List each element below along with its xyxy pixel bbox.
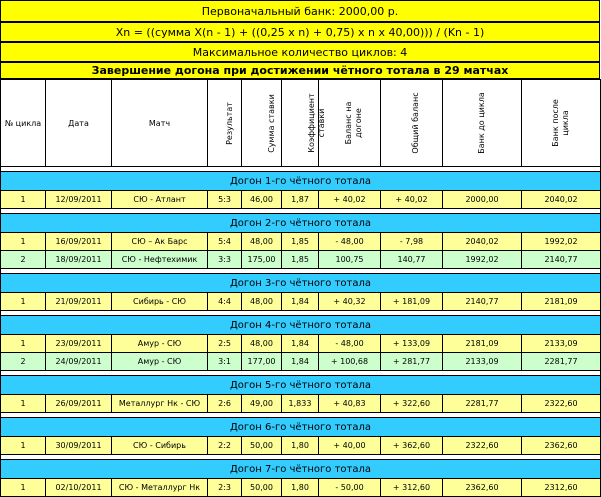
cycle-cell: 1 (1, 395, 46, 413)
col-cycle-header: № цикла (1, 80, 46, 167)
table-row (1, 395, 601, 413)
col-date-header: Дата (46, 80, 112, 167)
date-cell: 24/09/2011 (46, 353, 112, 371)
result-cell: 2:6 (208, 395, 242, 413)
bank-after-cell: 2312,60 (522, 479, 601, 497)
odds-cell: 1,80 (282, 437, 319, 455)
chase-balance-cell: - 50,00 (319, 479, 381, 497)
table-row (1, 191, 601, 209)
total-balance-cell: 140,77 (381, 251, 443, 269)
bank-after-cell: 2362,60 (522, 437, 601, 455)
section-header-row (1, 274, 601, 293)
bank-before-cell: 2362,60 (443, 479, 522, 497)
bank-before-cell: 2181,09 (443, 335, 522, 353)
date-cell: 02/10/2011 (46, 479, 112, 497)
result-cell: 2:5 (208, 335, 242, 353)
bank-before-cell: 2133,09 (443, 353, 522, 371)
table-row (1, 293, 601, 311)
bank-before-cell: 2000,00 (443, 191, 522, 209)
max-cycles-banner: Максимальное количество циклов: 4 (0, 42, 600, 62)
chase-balance-cell: + 40,83 (319, 395, 381, 413)
col-chase-balance-header: Баланс на догоне (319, 80, 381, 167)
date-cell: 12/09/2011 (46, 191, 112, 209)
bank-after-cell: 1992,02 (522, 233, 601, 251)
date-cell: 21/09/2011 (46, 293, 112, 311)
col-bank-after-header: Банк после цикла (522, 80, 601, 167)
stake-cell: 48,00 (242, 233, 282, 251)
stake-cell: 50,00 (242, 437, 282, 455)
date-cell: 23/09/2011 (46, 335, 112, 353)
col-total-balance-header: Общий баланс (381, 80, 443, 167)
cycle-cell: 2 (1, 353, 46, 371)
match-cell: Металлург Нк - СЮ (112, 395, 208, 413)
total-balance-cell: + 322,60 (381, 395, 443, 413)
bank-after-cell: 2133,09 (522, 335, 601, 353)
section-header-row (1, 316, 601, 335)
match-cell: СЮ - Сибирь (112, 437, 208, 455)
section-title: Догон 4-го чётного тотала (1, 316, 601, 335)
section-header-row (1, 376, 601, 395)
cycle-cell: 1 (1, 335, 46, 353)
total-balance-cell: - 7,98 (381, 233, 443, 251)
chase-balance-cell: + 40,02 (319, 191, 381, 209)
formula-banner: Xn = ((сумма X(n - 1) + ((0,25 x n) + 0,75) x n x 40,00))) / (Kn - 1) (0, 22, 600, 42)
bank-before-cell: 2040,02 (443, 233, 522, 251)
match-cell: СЮ – Ак Барс (112, 233, 208, 251)
col-odds-header: Коэффициент ставки (282, 80, 319, 167)
total-balance-cell: + 133,09 (381, 335, 443, 353)
cycle-cell: 1 (1, 293, 46, 311)
result-cell: 5:4 (208, 233, 242, 251)
date-cell: 30/09/2011 (46, 437, 112, 455)
cycle-cell: 1 (1, 233, 46, 251)
table-row (1, 353, 601, 371)
odds-cell: 1,85 (282, 233, 319, 251)
section-title: Догон 7-го чётного тотала (1, 460, 601, 479)
stake-cell: 48,00 (242, 293, 282, 311)
bank-before-cell: 2140,77 (443, 293, 522, 311)
odds-cell: 1,85 (282, 251, 319, 269)
cycle-cell: 1 (1, 437, 46, 455)
bank-before-cell: 1992,02 (443, 251, 522, 269)
bank-after-cell: 2322,60 (522, 395, 601, 413)
odds-cell: 1,84 (282, 293, 319, 311)
match-cell: Амур - СЮ (112, 353, 208, 371)
col-bank-before-header: Банк до цикла (443, 80, 522, 167)
initial-bank-banner: Первоначальный банк: 2000,00 р. (0, 0, 600, 22)
bank-before-cell: 2281,77 (443, 395, 522, 413)
table-row (1, 251, 601, 269)
bank-after-cell: 2281,77 (522, 353, 601, 371)
cycle-cell: 1 (1, 479, 46, 497)
total-balance-cell: + 362,60 (381, 437, 443, 455)
odds-cell: 1,84 (282, 335, 319, 353)
date-cell: 26/09/2011 (46, 395, 112, 413)
table-row (1, 479, 601, 497)
section-title: Догон 2-го чётного тотала (1, 214, 601, 233)
odds-cell: 1,833 (282, 395, 319, 413)
chase-balance-cell: + 40,32 (319, 293, 381, 311)
chase-balance-cell: + 40,00 (319, 437, 381, 455)
col-stake-header: Сумма ставки (242, 80, 282, 167)
match-cell: СЮ - Металлург Нк (112, 479, 208, 497)
bank-after-cell: 2181,09 (522, 293, 601, 311)
bank-after-cell: 2040,02 (522, 191, 601, 209)
section-title: Догон 3-го чётного тотала (1, 274, 601, 293)
column-header-row (1, 80, 601, 167)
match-cell: СЮ - Нефтехимик (112, 251, 208, 269)
chase-balance-cell: + 100,68 (319, 353, 381, 371)
section-title: Догон 5-го чётного тотала (1, 376, 601, 395)
col-result-header: Результат (208, 80, 242, 167)
section-title: Догон 1-го чётного тотала (1, 172, 601, 191)
odds-cell: 1,87 (282, 191, 319, 209)
result-cell: 3:3 (208, 251, 242, 269)
result-cell: 4:4 (208, 293, 242, 311)
section-header-row (1, 460, 601, 479)
total-balance-cell: + 281,77 (381, 353, 443, 371)
table-row (1, 233, 601, 251)
total-balance-cell: + 312,60 (381, 479, 443, 497)
section-header-row (1, 418, 601, 437)
result-cell: 2:2 (208, 437, 242, 455)
match-cell: Амур - СЮ (112, 335, 208, 353)
date-cell: 18/09/2011 (46, 251, 112, 269)
completion-banner: Завершение догона при достижении чётного тотала в 29 матчах (0, 62, 600, 79)
bank-before-cell: 2322,60 (443, 437, 522, 455)
table-row (1, 335, 601, 353)
table-body (1, 167, 601, 497)
result-cell: 3:1 (208, 353, 242, 371)
table-row (1, 437, 601, 455)
section-title: Догон 6-го чётного тотала (1, 418, 601, 437)
match-cell: СЮ - Атлант (112, 191, 208, 209)
stake-cell: 46,00 (242, 191, 282, 209)
cycle-cell: 2 (1, 251, 46, 269)
chase-balance-cell: - 48,00 (319, 233, 381, 251)
result-cell: 5:3 (208, 191, 242, 209)
total-balance-cell: + 181,09 (381, 293, 443, 311)
result-cell: 2:3 (208, 479, 242, 497)
match-cell: Сибирь - СЮ (112, 293, 208, 311)
odds-cell: 1,80 (282, 479, 319, 497)
date-cell: 16/09/2011 (46, 233, 112, 251)
stake-cell: 48,00 (242, 335, 282, 353)
bank-after-cell: 2140,77 (522, 251, 601, 269)
betting-table (0, 79, 601, 497)
stake-cell: 177,00 (242, 353, 282, 371)
total-balance-cell: + 40,02 (381, 191, 443, 209)
stake-cell: 49,00 (242, 395, 282, 413)
section-header-row (1, 214, 601, 233)
cycle-cell: 1 (1, 191, 46, 209)
col-match-header: Матч (112, 80, 208, 167)
section-header-row (1, 172, 601, 191)
chase-balance-cell: - 48,00 (319, 335, 381, 353)
stake-cell: 50,00 (242, 479, 282, 497)
stake-cell: 175,00 (242, 251, 282, 269)
chase-balance-cell: 100,75 (319, 251, 381, 269)
odds-cell: 1,84 (282, 353, 319, 371)
